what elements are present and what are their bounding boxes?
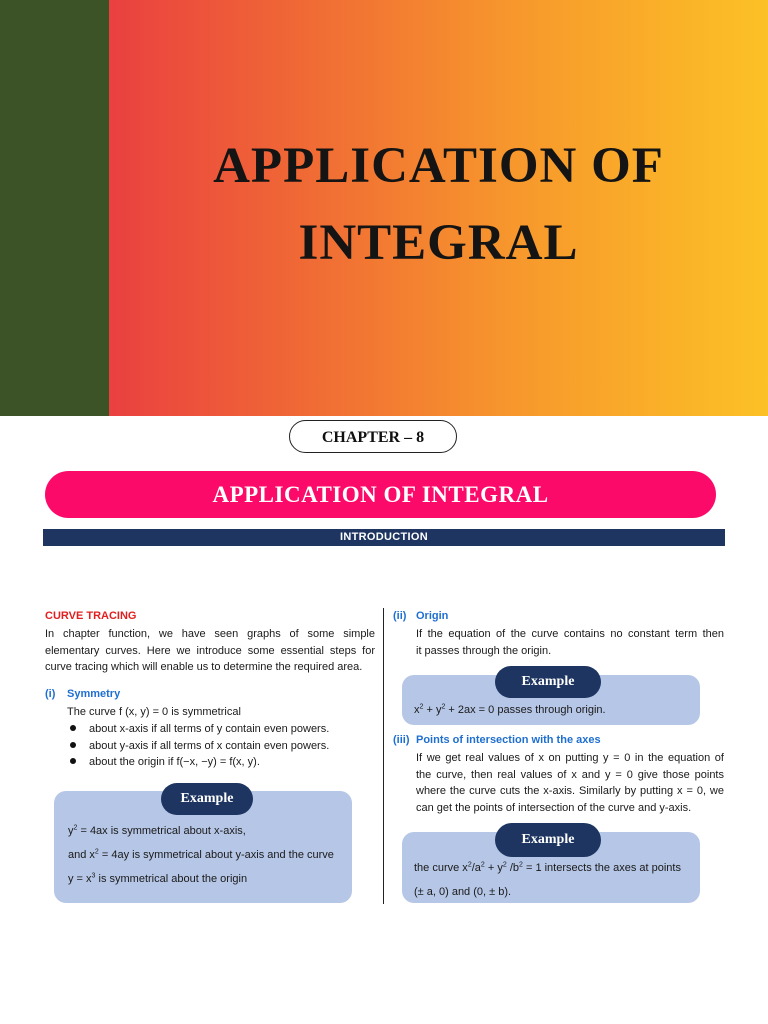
- chapter-label: CHAPTER – 8: [289, 420, 457, 453]
- symmetry-lead: The curve f (x, y) = 0 is symmetrical: [67, 706, 241, 718]
- symmetry-bullet-3: about the origin if f(−x, −y) = f(x, y).: [89, 756, 260, 768]
- intersection-example-line-2: (± a, 0) and (0, ± b).: [414, 886, 512, 898]
- origin-heading: Origin: [416, 610, 449, 622]
- bullet-dot: [70, 725, 76, 731]
- intersection-line-4: can get the points of intersection of the curve and y-axis.: [416, 802, 692, 814]
- symmetry-heading: Symmetry: [67, 688, 121, 700]
- example-label: Example: [161, 783, 253, 815]
- origin-line-1: If the equation of the curve contains no constant term then: [416, 628, 724, 640]
- symmetry-example-line-2: and $x^2 = 4ay$ is symmetrical about y-axis and the curve: [68, 848, 334, 861]
- banner-side-strip: [0, 0, 109, 416]
- column-divider: [383, 608, 384, 904]
- symmetry-example-line-1: $y^2 = 4ax$ is symmetrical about x-axis,: [68, 824, 246, 837]
- intersection-line-3: where the curve cuts the x-axis. Similarly by putting x = 0, we: [416, 785, 724, 797]
- symmetry-bullet-2: about y-axis if all terms of x contain even powers.: [89, 740, 330, 752]
- intro-line-2: elementary curves. Here we introduce some essential steps for: [45, 645, 375, 657]
- intro-line-1: In chapter function, we have seen graphs of some simple: [45, 628, 375, 640]
- introduction-section-bar: INTRODUCTION: [43, 529, 725, 546]
- bullet-dot: [70, 742, 76, 748]
- intersection-example-line-1: the curve $x^2/a^2 + y^2$ $/b^2 = 1$ intersects the axes at points: [414, 861, 681, 874]
- origin-line-2: it passes through the origin.: [416, 645, 552, 657]
- cover-title-line-2: INTEGRAL: [298, 215, 579, 271]
- chapter-title-bar: APPLICATION OF INTEGRAL: [45, 471, 716, 518]
- intersection-heading: Points of intersection with the axes: [416, 734, 601, 746]
- intro-line-3: curve tracing which will enable us to determine the required area.: [45, 661, 363, 673]
- example-label: Example: [495, 666, 601, 698]
- curve-tracing-heading: CURVE TRACING: [45, 610, 137, 622]
- origin-number: (ii): [393, 610, 407, 622]
- example-label: Example: [495, 823, 601, 857]
- intersection-line-2: the curve, then real values of x and y = 0 give those points: [416, 769, 724, 781]
- symmetry-bullet-1: about x-axis if all terms of y contain even powers.: [89, 723, 330, 735]
- intersection-line-1: If we get real values of x on putting y = 0 in the equation of: [416, 752, 724, 764]
- symmetry-example-line-3: $y = x^3$ is symmetrical about the origin: [68, 872, 248, 885]
- symmetry-number: (i): [45, 688, 56, 700]
- bullet-dot: [70, 758, 76, 764]
- intersection-number: (iii): [393, 734, 410, 746]
- origin-example-text: $x^2 + y^2 + 2ax = 0$ passes through origin.: [414, 703, 606, 716]
- cover-title-line-1: APPLICATION OF: [213, 138, 664, 194]
- cover-banner: [0, 0, 768, 416]
- banner-gradient: [109, 0, 768, 416]
